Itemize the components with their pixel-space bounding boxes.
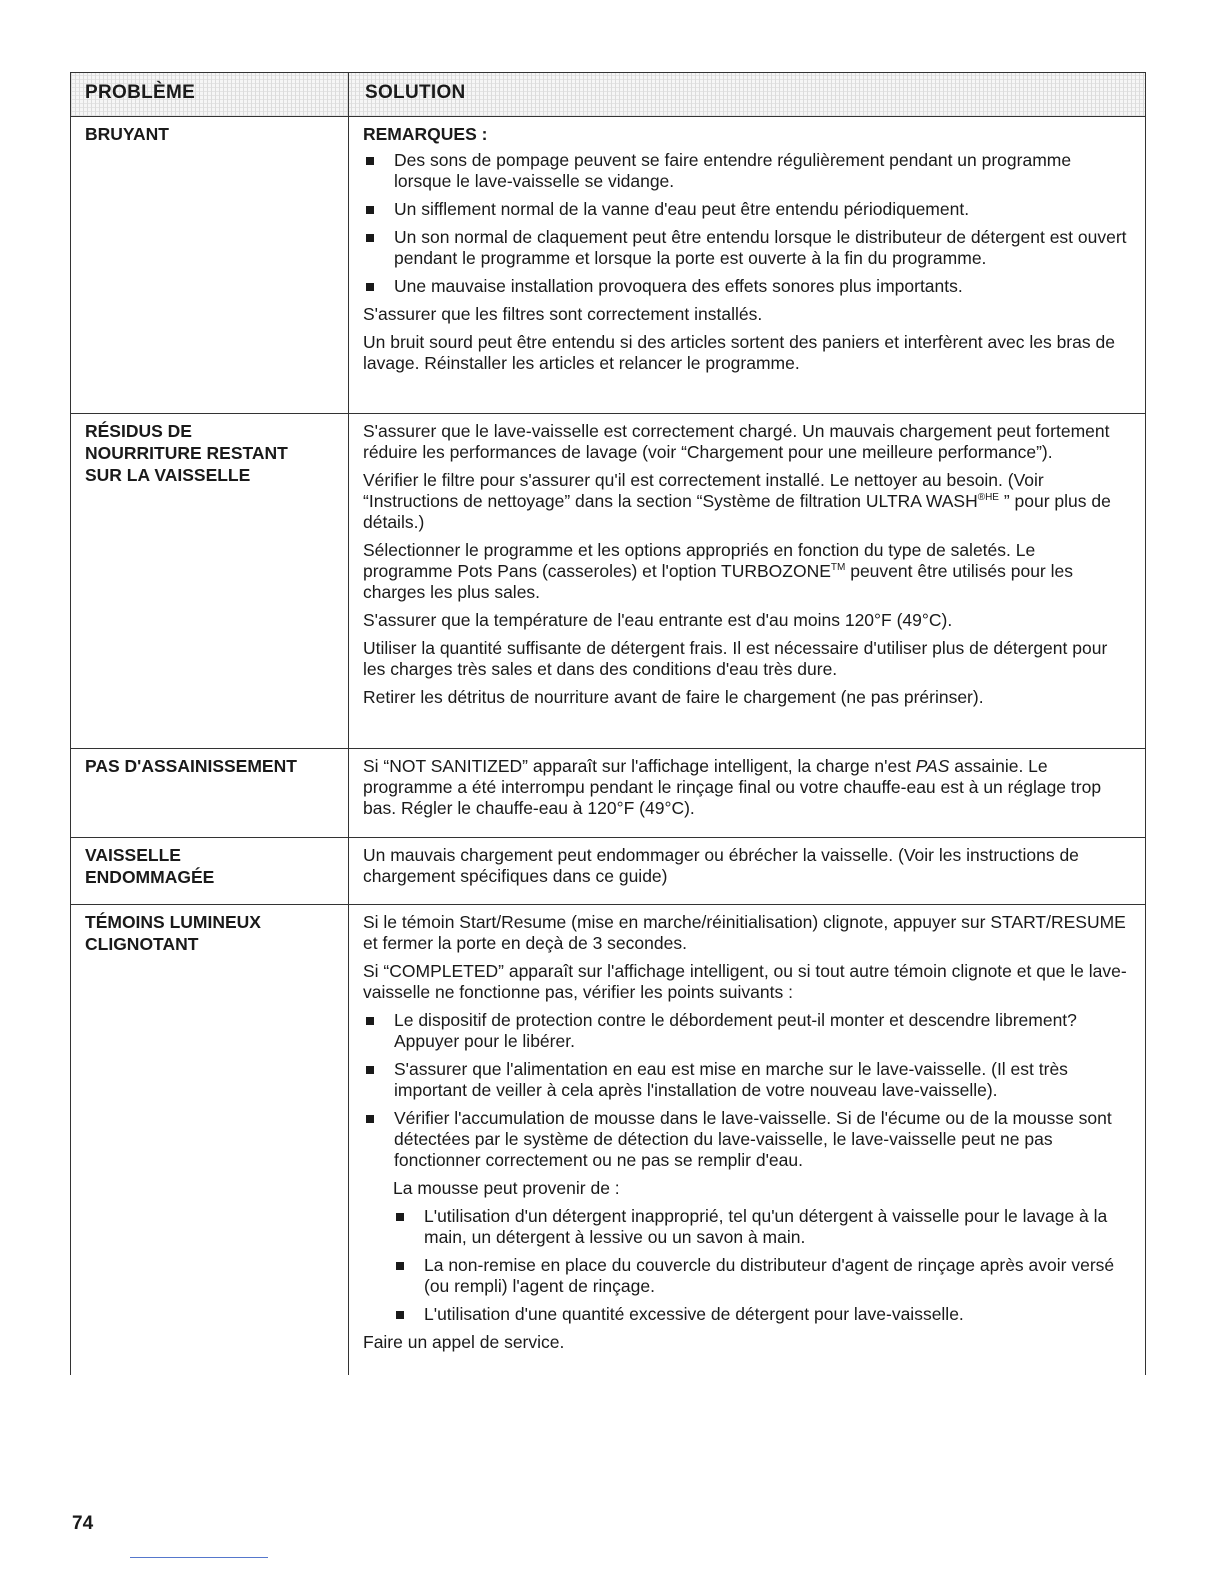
sub-list (363, 1206, 1129, 1325)
problem-cell (71, 749, 349, 837)
bullet-icon (366, 1066, 374, 1074)
table-row (71, 749, 1145, 838)
bullet-icon (396, 1311, 404, 1319)
problem-title: VAISSELLE (85, 845, 181, 865)
list-item: Le dispositif de protection contre le débordement peut-il monter et descendre librement? Appuyer pour le libérer. (363, 1010, 1129, 1052)
paragraph: S'assurer que les filtres sont correctement installés. (363, 304, 763, 324)
list-item: Une mauvaise installation provoquera des effets sonores plus importants. (363, 276, 1129, 297)
solution-cell (349, 117, 1145, 413)
paragraph: Si “NOT SANITIZED” apparaît sur l'affichage intelligent, la charge n'est PAS assainie. Le programme a été interrompu pendant le rinçage final ou votre chauffe-eau est à un réglage trop bas. Régler le chauffe-eau à 120°F (49°C). (363, 756, 1102, 818)
paragraph: Utiliser la quantité suffisante de détergent frais. Il est nécessaire d'utiliser plus de détergent pour les charges très sales et dans des conditions d'eau très dure. (363, 638, 1108, 679)
trademark-sup: ®HE (977, 492, 999, 504)
paragraph: Vérifier le filtre pour s'assurer qu'il est correctement installé. Le nettoyer au besoin. (Voir “Instructions de nettoyage” dans la section “Système de filtration ULTRA $WASH^{®HE}$ ” pour plus de détails.) (363, 470, 1111, 532)
bullet-icon (396, 1213, 404, 1221)
bullet-icon (366, 1115, 374, 1123)
bullet-icon (366, 283, 374, 291)
table-row (71, 838, 1145, 905)
list-item: Un son normal de claquement peut être entendu lorsque le distributeur de détergent est ouvert pendant le programme et lorsque la porte est ouverte à la fin du programme. (363, 227, 1129, 269)
trademark-sup: TM (830, 562, 846, 574)
problem-title: CLIGNOTANT (85, 934, 199, 954)
paragraph: Si le témoin Start/Resume (mise en marche/réinitialisation) clignote, appuyer sur START/RESUME et fermer la porte en deçà de 3 secondes. (363, 912, 1126, 953)
problem-title: PAS D'ASSAINISSEMENT (85, 756, 297, 776)
bullet-icon (366, 1017, 374, 1025)
paragraph: Un mauvais chargement peut endommager ou ébrécher la vaisselle. (Voir les instructions de chargement spécifiques dans ce guide) (363, 845, 1079, 886)
problem-cell (71, 414, 349, 748)
remarques-heading: REMARQUES : (363, 124, 488, 144)
bullet-icon (366, 206, 374, 214)
paragraph: Un bruit sourd peut être entendu si des articles sortent des paniers et interfèrent avec les bras de lavage. Réinstaller les articles et relancer le programme. (363, 332, 1115, 373)
troubleshooting-table (70, 72, 1146, 1375)
solution-cell (349, 749, 1145, 837)
list-item: L'utilisation d'une quantité excessive de détergent pour lave-vaisselle. (393, 1304, 1129, 1325)
problem-title: NOURRITURE RESTANT (85, 443, 288, 463)
solution-cell (349, 838, 1145, 904)
table-row (71, 905, 1145, 1375)
table-row (71, 117, 1145, 414)
table-row (71, 414, 1145, 749)
table-header (71, 73, 1145, 117)
problem-title: TÉMOINS LUMINEUX (85, 912, 261, 932)
paragraph: La mousse peut provenir de : (393, 1178, 620, 1198)
solution-cell (349, 905, 1145, 1375)
page-number: 74 (72, 1513, 94, 1534)
problem-title: ENDOMMAGÉE (85, 867, 215, 887)
paragraph: S'assurer que la température de l'eau entrante est d'au moins 120°F (49°C). (363, 610, 953, 630)
header-problem: PROBLÈME (71, 73, 349, 116)
solution-cell (349, 414, 1145, 748)
paragraph: Si “COMPLETED” apparaît sur l'affichage intelligent, ou si tout autre témoin clignote et que le lave-vaisselle ne fonctionne pas, vérifier les points suivants : (363, 961, 1127, 1002)
paragraph: Retirer les détritus de nourriture avant de faire le chargement (ne pas prérinser). (363, 687, 984, 707)
list-item: Un sifflement normal de la vanne d'eau peut être entendu périodiquement. (363, 199, 1129, 220)
list-item: Des sons de pompage peuvent se faire entendre régulièrement pendant un programme lorsque le lave-vaisselle se vidange. (363, 150, 1129, 192)
problem-cell (71, 838, 349, 904)
list-item: Vérifier l'accumulation de mousse dans le lave-vaisselle. Si de l'écume ou de la mousse sont détectées par le système de détection du lave-vaisselle, le lave-vaisselle peut ne pas fonctionner correctement ou ne pas se remplir d'eau. (363, 1108, 1129, 1171)
problem-cell (71, 905, 349, 1375)
footer-divider (130, 1557, 268, 1558)
paragraph: Sélectionner le programme et les options appropriés en fonction du type de saletés. Le programme Pots Pans (casseroles) et l'option TURBOZONE™ peuvent être utilisés pour les charges les plus sales. (363, 540, 1073, 602)
paragraph: Faire un appel de service. (363, 1332, 565, 1352)
problem-title: BRUYANT (85, 124, 169, 144)
problem-title: SUR LA VAISSELLE (85, 465, 251, 485)
bullet-icon (396, 1262, 404, 1270)
problem-cell (71, 117, 349, 413)
list-item: S'assurer que l'alimentation en eau est mise en marche sur le lave-vaisselle. (Il est très important de veiller à cela après l'installation de votre nouveau lave-vaisselle). (363, 1059, 1129, 1101)
header-solution: SOLUTION (365, 82, 466, 103)
bullet-icon (366, 234, 374, 242)
bullet-icon (366, 157, 374, 165)
paragraph: S'assurer que le lave-vaisselle est correctement chargé. Un mauvais chargement peut fortement réduire les performances de lavage (voir “Chargement pour une meilleure performance”). (363, 421, 1110, 462)
problem-title: RÉSIDUS DE (85, 421, 192, 441)
list-item: La non-remise en place du couvercle du distributeur d'agent de rinçage après avoir versé (ou rempli) l'agent de rinçage. (393, 1255, 1129, 1297)
list-item: L'utilisation d'un détergent inapproprié, tel qu'un détergent à vaisselle pour le lavage à la main, un détergent à lessive ou un savon à main. (393, 1206, 1129, 1248)
